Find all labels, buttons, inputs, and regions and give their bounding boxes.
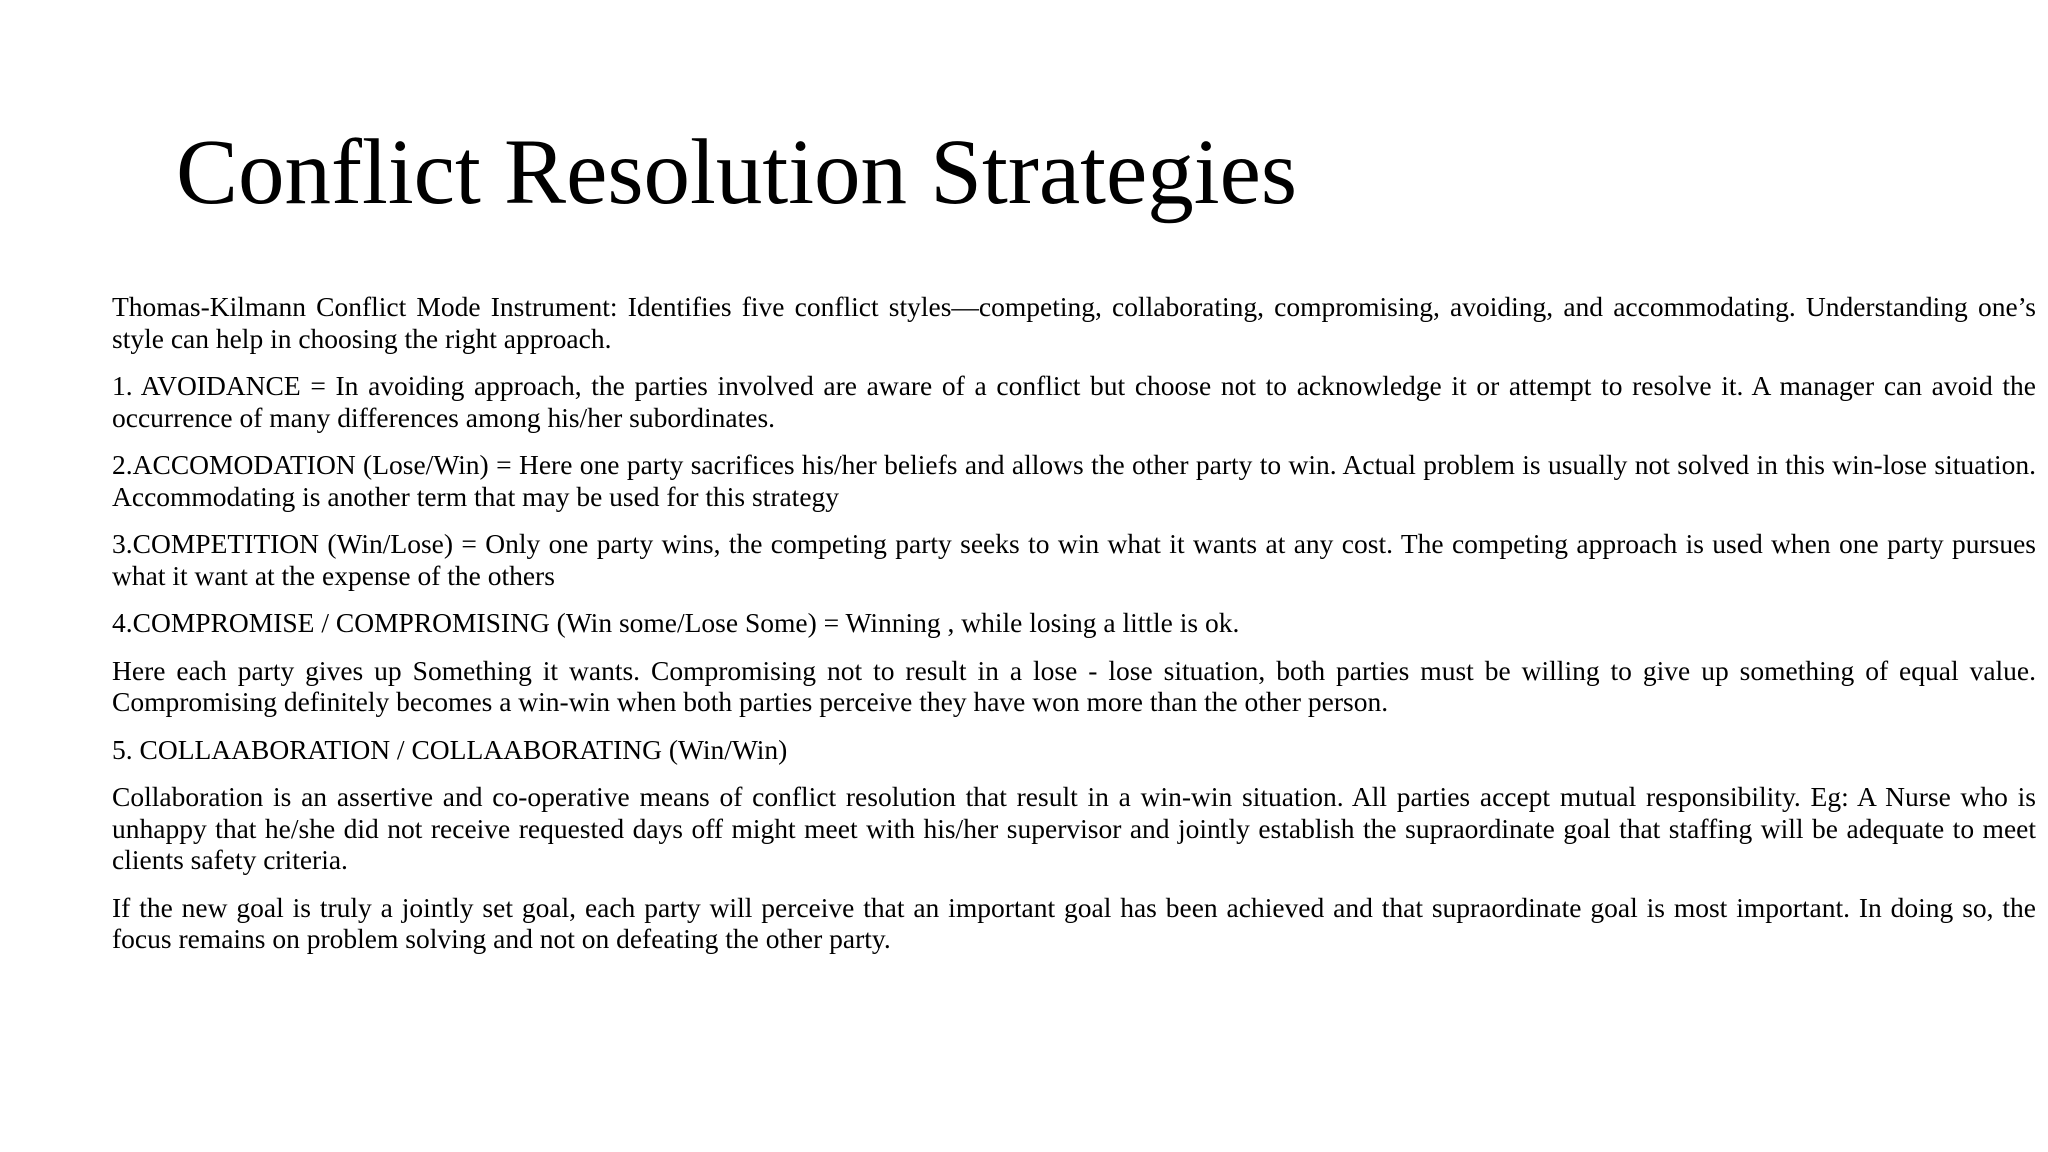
slide-body xyxy=(112,291,2036,971)
competition-paragraph: 3.COMPETITION (Win/Lose) = Only one party wins, the competing party seeks to win what it wants at any cost. The competing approach is used when one party pursues what it want at the expense of the others xyxy=(112,528,2036,591)
collaboration-conclusion-paragraph: If the new goal is truly a jointly set goal, each party will perceive that an important goal has been achieved and that supraordinate goal is most important. In doing so, the focus remains on problem solving and not on defeating the other party. xyxy=(112,891,2036,954)
collaboration-heading-paragraph: 5. COLLAABORATION / COLLAABORATING (Win/Win) xyxy=(112,733,788,765)
accommodation-paragraph: 2.ACCOMODATION (Lose/Win) = Here one party sacrifices his/her beliefs and allows the other party to win. Actual problem is usually not solved in this win-lose situation. Accommodating is another term that may be used for this strategy xyxy=(112,449,2036,512)
collaboration-detail-paragraph: Collaboration is an assertive and co-operative means of conflict resolution that result in a win-win situation. All parties accept mutual responsibility. Eg: A Nurse who is unhappy that he/she did not receive requested days off might meet with his/her supervisor and jointly establish the supraordinate goal that staffing will be adequate to meet clients safety criteria. xyxy=(112,781,2036,875)
slide-title: Conflict Resolution Strategies xyxy=(176,121,1298,224)
compromise-detail-paragraph: Here each party gives up Something it wants. Compromising not to result in a lose - lose situation, both parties must be willing to give up something of equal value. Compromising definitely becomes a win-win when both parties perceive they have won more than the other person. xyxy=(112,654,2036,717)
intro-paragraph: Thomas-Kilmann Conflict Mode Instrument: Identifies five conflict styles—competing, collaborating, compromising, avoiding, and accommodating. Understanding one’s style can help in choosing the right approach. xyxy=(112,291,2036,354)
avoidance-paragraph: 1. AVOIDANCE = In avoiding approach, the parties involved are aware of a conflict but choose not to acknowledge it or attempt to resolve it. A manager can avoid the occurrence of many differences among his/her subordinates. xyxy=(112,370,2036,433)
compromise-heading-paragraph: 4.COMPROMISE / COMPROMISING (Win some/Lose Some) = Winning , while losing a little is ok. xyxy=(112,607,1240,638)
